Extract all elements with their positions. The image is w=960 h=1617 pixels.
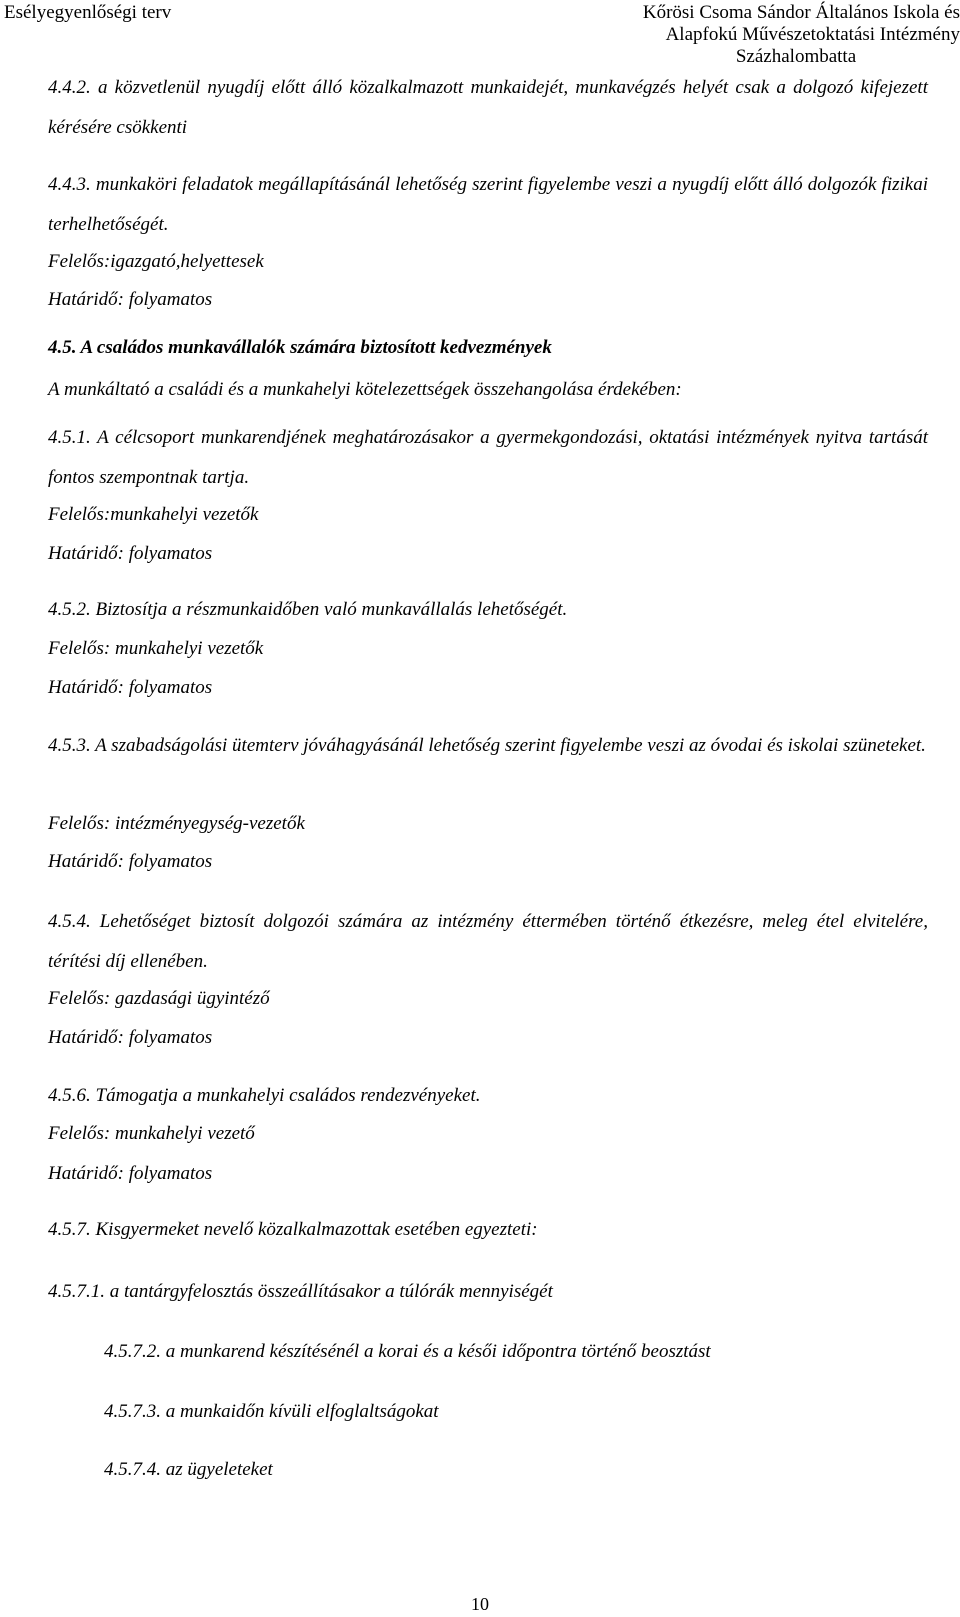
responsible-4-5-4: Felelős: gazdasági ügyintéző xyxy=(48,988,270,1009)
header-institution-line-1: Kőrösi Csoma Sándor Általános Iskola és xyxy=(642,2,960,23)
responsible-4-5-1: Felelős:munkahelyi vezetők xyxy=(48,504,259,525)
deadline-4-5-4: Határidő: folyamatos xyxy=(48,1027,213,1048)
header-document-title: Esélyegyenlőségi terv xyxy=(4,2,172,23)
paragraph-4-5-2: 4.5.2. Biztosítja a részmunkaidőben való munkavállalás lehetőségét. xyxy=(48,599,568,620)
deadline-4-4-3: Határidő: folyamatos xyxy=(48,289,213,310)
paragraph-4-5-7-4: 4.5.7.4. az ügyeleteket xyxy=(104,1459,273,1480)
paragraph-4-5-1: 4.5.1. A célcsoport munkarendjének meghatározásakor a gyermekgondozási, oktatási intézmények nyitva tartását fontos szempontnak tartja. xyxy=(48,427,928,488)
deadline-4-5-6: Határidő: folyamatos xyxy=(48,1163,213,1184)
responsible-4-5-3: Felelős: intézményegység-vezetők xyxy=(48,813,305,834)
section-4-5-intro: A munkáltató a családi és a munkahelyi kötelezettségek összehangolása érdekében: xyxy=(48,379,682,400)
section-4-5-heading: 4.5. A családos munkavállalók számára biztosított kedvezmények xyxy=(48,337,552,358)
responsible-4-5-6: Felelős: munkahelyi vezető xyxy=(48,1123,255,1144)
header-institution xyxy=(540,2,960,68)
paragraph-4-5-7-2: 4.5.7.2. a munkarend készítésénél a korai és a késői időpontra történő beosztást xyxy=(104,1341,711,1362)
header-institution-city: Százhalombatta xyxy=(735,46,857,67)
responsible-4-4-3: Felelős:igazgató,helyettesek xyxy=(48,251,264,272)
paragraph-4-5-7-1: 4.5.7.1. a tantárgyfelosztás összeállításakor a túlórák mennyiségét xyxy=(48,1281,553,1302)
paragraph-4-5-3: 4.5.3. A szabadságolási ütemterv jóváhagyásánál lehetőség szerint figyelembe veszi az óvodai és iskolai szüneteket. xyxy=(48,735,926,756)
header-institution-line-2: Alapfokú Művészetoktatási Intézmény xyxy=(665,24,960,45)
paragraph-4-5-4: 4.5.4. Lehetőséget biztosít dolgozói számára az intézmény éttermében történő étkezésre, meleg étel elvitelére, térítési díj ellenében. xyxy=(48,911,928,972)
paragraph-4-5-7: 4.5.7. Kisgyermeket nevelő közalkalmazottak esetében egyezteti: xyxy=(48,1219,538,1240)
paragraph-4-5-7-3: 4.5.7.3. a munkaidőn kívüli elfoglaltságokat xyxy=(104,1401,439,1422)
page-number: 10 xyxy=(471,1594,489,1614)
deadline-4-5-3: Határidő: folyamatos xyxy=(48,851,213,872)
deadline-4-5-1: Határidő: folyamatos xyxy=(48,543,213,564)
responsible-4-5-2: Felelős: munkahelyi vezetők xyxy=(48,638,264,659)
paragraph-4-5-6: 4.5.6. Támogatja a munkahelyi családos rendezvényeket. xyxy=(48,1085,481,1106)
deadline-4-5-2: Határidő: folyamatos xyxy=(48,677,213,698)
paragraph-4-4-2: 4.4.2. a közvetlenül nyugdíj előtt álló közalkalmazott munkaidejét, munkavégzés helyét csak a dolgozó kifejezett kérésére csökkenti xyxy=(48,77,928,138)
paragraph-4-4-3: 4.4.3. munkaköri feladatok megállapításánál lehetőség szerint figyelembe veszi a nyugdíj előtt álló dolgozók fizikai terhelhetőségét. xyxy=(48,174,928,235)
